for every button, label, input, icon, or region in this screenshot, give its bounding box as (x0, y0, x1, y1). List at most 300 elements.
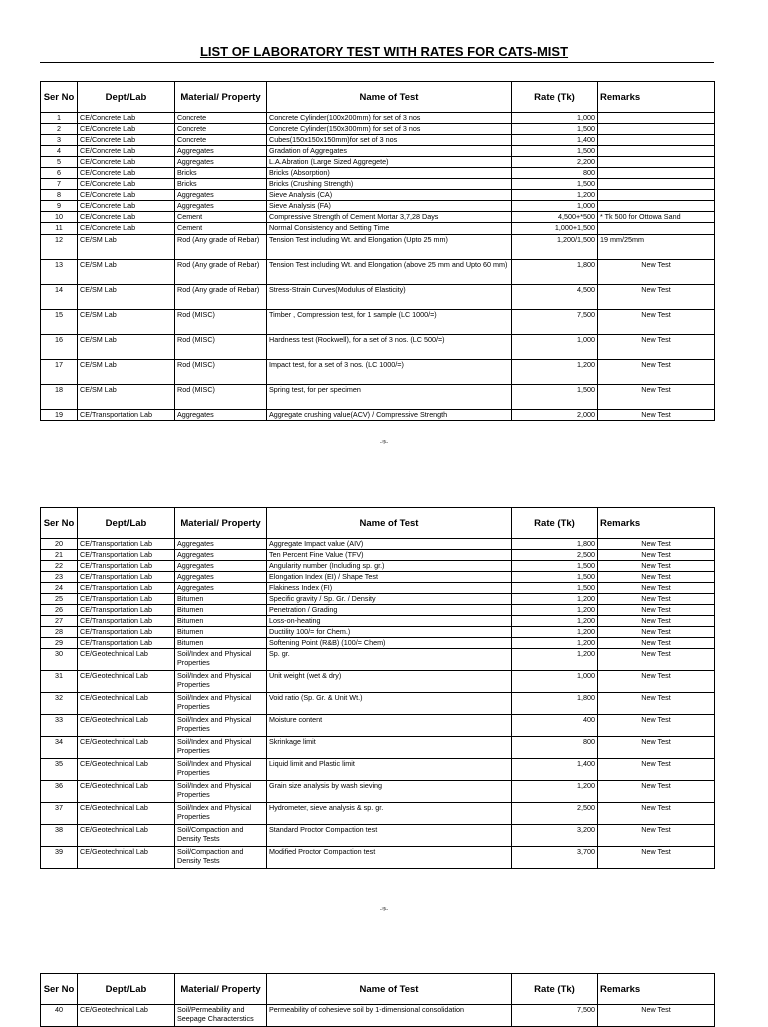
cell-rate: 1,500 (512, 572, 598, 583)
cell-test-name: Hardness test (Rockwell), for a set of 3 nos. (LC 500/=) (267, 335, 512, 360)
cell-ser-no: 25 (41, 594, 78, 605)
table-row (41, 212, 715, 223)
cell-dept-lab: CE/Transportation Lab (78, 550, 175, 561)
cell-ser-no: 31 (41, 671, 78, 693)
cell-rate: 1,500 (512, 385, 598, 410)
table-row (41, 737, 715, 759)
cell-ser-no: 8 (41, 190, 78, 201)
header-test-name: Name of Test (267, 974, 512, 1005)
cell-remarks: New Test (598, 627, 715, 638)
header-ser-no: Ser No (41, 508, 78, 539)
cell-material: Cement (175, 212, 267, 223)
cell-remarks: New Test (598, 583, 715, 594)
cell-remarks (598, 168, 715, 179)
cell-test-name: Timber , Compression test, for 1 sample (LC 1000/=) (267, 310, 512, 335)
cell-material: Aggregates (175, 572, 267, 583)
header-test-name: Name of Test (267, 508, 512, 539)
table-row (41, 260, 715, 285)
table-row (41, 179, 715, 190)
cell-material: Concrete (175, 113, 267, 124)
cell-material: Rod (MISC) (175, 335, 267, 360)
table-row (41, 235, 715, 260)
cell-test-name: Grain size analysis by wash sieving (267, 781, 512, 803)
table-row (41, 693, 715, 715)
cell-material: Soil/Index and Physical Properties (175, 781, 267, 803)
cell-remarks: New Test (598, 825, 715, 847)
cell-rate: 1,200/1,500 (512, 235, 598, 260)
cell-remarks: New Test (598, 693, 715, 715)
cell-dept-lab: CE/Concrete Lab (78, 124, 175, 135)
page-separator: -ক- (379, 907, 389, 913)
cell-remarks (598, 223, 715, 235)
header-material: Material/ Property (175, 508, 267, 539)
cell-test-name: Tension Test including Wt. and Elongation (above 25 mm and Upto 60 mm) (267, 260, 512, 285)
table-row (41, 223, 715, 235)
cell-material: Bricks (175, 168, 267, 179)
cell-dept-lab: CE/Transportation Lab (78, 539, 175, 550)
cell-material: Rod (MISC) (175, 310, 267, 335)
cell-remarks (598, 201, 715, 212)
cell-material: Concrete (175, 135, 267, 146)
cell-ser-no: 21 (41, 550, 78, 561)
cell-remarks (598, 157, 715, 168)
cell-remarks: New Test (598, 616, 715, 627)
cell-dept-lab: CE/Concrete Lab (78, 168, 175, 179)
table-row (41, 781, 715, 803)
table-row (41, 715, 715, 737)
cell-remarks: New Test (598, 410, 715, 421)
cell-test-name: Permeability of cohesieve soil by 1-dimensional consolidation (267, 1005, 512, 1027)
cell-dept-lab: CE/Geotechnical Lab (78, 825, 175, 847)
cell-dept-lab: CE/Concrete Lab (78, 179, 175, 190)
cell-remarks (598, 146, 715, 157)
header-dept-lab: Dept/Lab (78, 974, 175, 1005)
header-ser-no: Ser No (41, 82, 78, 113)
cell-rate: 7,500 (512, 310, 598, 335)
cell-test-name: Concrete Cylinder(100x200mm) for set of 3 nos (267, 113, 512, 124)
cell-dept-lab: CE/Transportation Lab (78, 594, 175, 605)
cell-test-name: Penetration / Grading (267, 605, 512, 616)
table-row (41, 539, 715, 550)
cell-dept-lab: CE/Geotechnical Lab (78, 781, 175, 803)
cell-rate: 3,200 (512, 825, 598, 847)
cell-rate: 1,200 (512, 638, 598, 649)
header-material: Material/ Property (175, 974, 267, 1005)
cell-material: Rod (MISC) (175, 360, 267, 385)
rates-table-2 (40, 507, 715, 869)
cell-test-name: Aggregate Impact value (AIV) (267, 539, 512, 550)
cell-ser-no: 33 (41, 715, 78, 737)
cell-dept-lab: CE/Transportation Lab (78, 410, 175, 421)
cell-rate: 1,200 (512, 616, 598, 627)
cell-rate: 1,200 (512, 594, 598, 605)
cell-material: Bitumen (175, 594, 267, 605)
cell-dept-lab: CE/SM Lab (78, 385, 175, 410)
cell-material: Rod (MISC) (175, 385, 267, 410)
rates-table-1 (40, 81, 715, 421)
cell-material: Rod (Any grade of Rebar) (175, 285, 267, 310)
cell-test-name: Elongation Index (EI) / Shape Test (267, 572, 512, 583)
cell-ser-no: 16 (41, 335, 78, 360)
cell-rate: 1,200 (512, 360, 598, 385)
cell-ser-no: 35 (41, 759, 78, 781)
cell-test-name: L.A.Abration (Large Sized Aggregete) (267, 157, 512, 168)
cell-rate: 1,200 (512, 190, 598, 201)
rates-table-3 (40, 973, 715, 1027)
cell-ser-no: 22 (41, 561, 78, 572)
cell-remarks (598, 113, 715, 124)
cell-ser-no: 17 (41, 360, 78, 385)
cell-test-name: Bricks (Crushing Strength) (267, 179, 512, 190)
table-row (41, 146, 715, 157)
cell-material: Aggregates (175, 146, 267, 157)
cell-dept-lab: CE/Transportation Lab (78, 583, 175, 594)
cell-ser-no: 30 (41, 649, 78, 671)
cell-ser-no: 39 (41, 847, 78, 869)
header-remarks: Remarks (598, 82, 715, 113)
cell-test-name: Tension Test including Wt. and Elongation (Upto 25 mm) (267, 235, 512, 260)
cell-material: Soil/Index and Physical Properties (175, 759, 267, 781)
table-row (41, 310, 715, 335)
table-row (41, 583, 715, 594)
cell-ser-no: 36 (41, 781, 78, 803)
cell-test-name: Flakiness Index (FI) (267, 583, 512, 594)
cell-dept-lab: CE/Geotechnical Lab (78, 649, 175, 671)
cell-dept-lab: CE/SM Lab (78, 360, 175, 385)
cell-ser-no: 6 (41, 168, 78, 179)
cell-test-name: Standard Proctor Compaction test (267, 825, 512, 847)
cell-material: Soil/Index and Physical Properties (175, 671, 267, 693)
cell-dept-lab: CE/Transportation Lab (78, 605, 175, 616)
cell-dept-lab: CE/Concrete Lab (78, 135, 175, 146)
cell-material: Aggregates (175, 583, 267, 594)
cell-ser-no: 19 (41, 410, 78, 421)
table-row (41, 638, 715, 649)
cell-remarks: New Test (598, 649, 715, 671)
cell-ser-no: 40 (41, 1005, 78, 1027)
cell-test-name: Specific gravity / Sp. Gr. / Density (267, 594, 512, 605)
table-row (41, 190, 715, 201)
table-row (41, 124, 715, 135)
cell-test-name: Concrete Cylinder(150x300mm) for set of 3 nos (267, 124, 512, 135)
cell-remarks: New Test (598, 285, 715, 310)
cell-remarks: New Test (598, 759, 715, 781)
table-row (41, 550, 715, 561)
cell-material: Bitumen (175, 605, 267, 616)
table-header-row (41, 508, 715, 539)
cell-remarks: New Test (598, 539, 715, 550)
cell-test-name: Bricks (Absorption) (267, 168, 512, 179)
cell-dept-lab: CE/SM Lab (78, 285, 175, 310)
cell-rate: 2,500 (512, 550, 598, 561)
cell-rate: 1,200 (512, 627, 598, 638)
table-body (41, 1005, 715, 1027)
cell-rate: 1,400 (512, 759, 598, 781)
cell-ser-no: 24 (41, 583, 78, 594)
cell-material: Soil/Index and Physical Properties (175, 803, 267, 825)
cell-dept-lab: CE/Geotechnical Lab (78, 737, 175, 759)
cell-material: Bricks (175, 179, 267, 190)
cell-rate: 1,400 (512, 135, 598, 146)
table-header-row (41, 82, 715, 113)
cell-material: Soil/Compaction and Density Tests (175, 847, 267, 869)
cell-remarks: New Test (598, 550, 715, 561)
table-row (41, 561, 715, 572)
table-row (41, 594, 715, 605)
cell-test-name: Cubes(150x150x150mm)for set of 3 nos (267, 135, 512, 146)
cell-rate: 1,500 (512, 179, 598, 190)
cell-rate: 1,200 (512, 781, 598, 803)
table-row (41, 135, 715, 146)
cell-dept-lab: CE/Transportation Lab (78, 627, 175, 638)
table-row (41, 113, 715, 124)
table-row (41, 847, 715, 869)
cell-ser-no: 27 (41, 616, 78, 627)
cell-ser-no: 23 (41, 572, 78, 583)
cell-material: Aggregates (175, 410, 267, 421)
cell-material: Soil/Index and Physical Properties (175, 649, 267, 671)
cell-ser-no: 2 (41, 124, 78, 135)
cell-material: Aggregates (175, 561, 267, 572)
cell-rate: 1,500 (512, 583, 598, 594)
cell-remarks: New Test (598, 671, 715, 693)
cell-dept-lab: CE/Geotechnical Lab (78, 759, 175, 781)
cell-remarks: New Test (598, 360, 715, 385)
cell-test-name: Aggregate crushing value(ACV) / Compressive Strength (267, 410, 512, 421)
cell-test-name: Modified Proctor Compaction test (267, 847, 512, 869)
title-divider (40, 62, 714, 63)
header-rate: Rate (Tk) (512, 508, 598, 539)
cell-material: Soil/Permeability and Seepage Characterstics (175, 1005, 267, 1027)
table-body (41, 539, 715, 869)
table-body (41, 113, 715, 421)
cell-test-name: Skrinkage limit (267, 737, 512, 759)
table-header-row (41, 974, 715, 1005)
cell-test-name: Angularity number (Including sp. gr.) (267, 561, 512, 572)
cell-rate: 2,200 (512, 157, 598, 168)
cell-dept-lab: CE/Geotechnical Lab (78, 693, 175, 715)
cell-ser-no: 12 (41, 235, 78, 260)
cell-rate: 4,500+*500 (512, 212, 598, 223)
cell-remarks: New Test (598, 605, 715, 616)
cell-remarks: * Tk 500 for Ottowa Sand (598, 212, 715, 223)
header-test-name: Name of Test (267, 82, 512, 113)
cell-ser-no: 7 (41, 179, 78, 190)
cell-test-name: Stress-Strain Curves(Modulus of Elasticity) (267, 285, 512, 310)
cell-material: Aggregates (175, 539, 267, 550)
cell-test-name: Impact test, for a set of 3 nos. (LC 1000/=) (267, 360, 512, 385)
cell-remarks (598, 179, 715, 190)
cell-dept-lab: CE/Geotechnical Lab (78, 671, 175, 693)
cell-rate: 1,800 (512, 693, 598, 715)
page-separator: -ক- (379, 440, 389, 446)
cell-remarks: New Test (598, 385, 715, 410)
table-row (41, 385, 715, 410)
cell-material: Aggregates (175, 157, 267, 168)
header-remarks: Remarks (598, 974, 715, 1005)
cell-test-name: Spring test, for per specimen (267, 385, 512, 410)
cell-rate: 400 (512, 715, 598, 737)
cell-dept-lab: CE/SM Lab (78, 235, 175, 260)
table-row (41, 759, 715, 781)
cell-rate: 1,500 (512, 146, 598, 157)
cell-dept-lab: CE/Transportation Lab (78, 616, 175, 627)
cell-ser-no: 15 (41, 310, 78, 335)
cell-remarks: New Test (598, 847, 715, 869)
cell-test-name: Sieve Analysis (CA) (267, 190, 512, 201)
header-dept-lab: Dept/Lab (78, 508, 175, 539)
cell-material: Bitumen (175, 638, 267, 649)
cell-dept-lab: CE/Concrete Lab (78, 201, 175, 212)
cell-test-name: Softening Point (R&B) (100/= Chem) (267, 638, 512, 649)
table-row (41, 168, 715, 179)
cell-dept-lab: CE/Concrete Lab (78, 190, 175, 201)
cell-ser-no: 38 (41, 825, 78, 847)
header-dept-lab: Dept/Lab (78, 82, 175, 113)
cell-ser-no: 5 (41, 157, 78, 168)
table-row (41, 616, 715, 627)
cell-test-name: Moisture content (267, 715, 512, 737)
table-row (41, 627, 715, 638)
cell-rate: 1,000+1,500 (512, 223, 598, 235)
cell-material: Cement (175, 223, 267, 235)
cell-ser-no: 13 (41, 260, 78, 285)
cell-rate: 1,800 (512, 539, 598, 550)
cell-material: Aggregates (175, 190, 267, 201)
cell-test-name: Liquid limit and Plastic limit (267, 759, 512, 781)
cell-dept-lab: CE/SM Lab (78, 260, 175, 285)
cell-rate: 800 (512, 168, 598, 179)
header-material: Material/ Property (175, 82, 267, 113)
cell-dept-lab: CE/Concrete Lab (78, 223, 175, 235)
cell-rate: 1,800 (512, 260, 598, 285)
cell-material: Soil/Index and Physical Properties (175, 715, 267, 737)
cell-ser-no: 32 (41, 693, 78, 715)
table-row (41, 335, 715, 360)
cell-dept-lab: CE/Concrete Lab (78, 146, 175, 157)
table-row (41, 605, 715, 616)
cell-dept-lab: CE/Concrete Lab (78, 113, 175, 124)
cell-dept-lab: CE/Transportation Lab (78, 572, 175, 583)
cell-material: Soil/Compaction and Density Tests (175, 825, 267, 847)
cell-rate: 1,200 (512, 649, 598, 671)
cell-test-name: Normal Consistency and Setting Time (267, 223, 512, 235)
cell-rate: 1,000 (512, 201, 598, 212)
cell-remarks: New Test (598, 715, 715, 737)
table-row (41, 572, 715, 583)
header-remarks: Remarks (598, 508, 715, 539)
cell-rate: 1,000 (512, 671, 598, 693)
table-row (41, 157, 715, 168)
cell-rate: 2,000 (512, 410, 598, 421)
cell-remarks: New Test (598, 594, 715, 605)
cell-material: Aggregates (175, 550, 267, 561)
cell-rate: 1,200 (512, 605, 598, 616)
cell-test-name: Hydrometer, sieve analysis & sp. gr. (267, 803, 512, 825)
cell-remarks: 19 mm/25mm (598, 235, 715, 260)
cell-rate: 1,500 (512, 561, 598, 572)
cell-test-name: Loss-on-heating (267, 616, 512, 627)
cell-remarks: New Test (598, 561, 715, 572)
cell-ser-no: 3 (41, 135, 78, 146)
cell-ser-no: 1 (41, 113, 78, 124)
cell-remarks: New Test (598, 803, 715, 825)
cell-rate: 800 (512, 737, 598, 759)
cell-material: Rod (Any grade of Rebar) (175, 235, 267, 260)
table-row (41, 803, 715, 825)
cell-material: Concrete (175, 124, 267, 135)
table-row (41, 649, 715, 671)
cell-test-name: Gradation of Aggregates (267, 146, 512, 157)
page-title: LIST OF LABORATORY TEST WITH RATES FOR CATS-MIST (199, 44, 569, 59)
cell-ser-no: 26 (41, 605, 78, 616)
cell-remarks: New Test (598, 310, 715, 335)
cell-remarks: New Test (598, 737, 715, 759)
table-row (41, 825, 715, 847)
table-row (41, 360, 715, 385)
cell-rate: 1,500 (512, 124, 598, 135)
cell-remarks (598, 135, 715, 146)
cell-ser-no: 29 (41, 638, 78, 649)
cell-ser-no: 37 (41, 803, 78, 825)
cell-material: Soil/Index and Physical Properties (175, 693, 267, 715)
cell-dept-lab: CE/Transportation Lab (78, 561, 175, 572)
cell-remarks: New Test (598, 572, 715, 583)
cell-rate: 4,500 (512, 285, 598, 310)
cell-dept-lab: CE/SM Lab (78, 335, 175, 360)
cell-material: Aggregates (175, 201, 267, 212)
header-rate: Rate (Tk) (512, 974, 598, 1005)
cell-remarks: New Test (598, 335, 715, 360)
cell-ser-no: 14 (41, 285, 78, 310)
header-ser-no: Ser No (41, 974, 78, 1005)
cell-dept-lab: CE/Geotechnical Lab (78, 847, 175, 869)
table-row (41, 1005, 715, 1027)
cell-remarks: New Test (598, 260, 715, 285)
cell-remarks: New Test (598, 638, 715, 649)
cell-dept-lab: CE/SM Lab (78, 310, 175, 335)
cell-ser-no: 11 (41, 223, 78, 235)
cell-dept-lab: CE/Transportation Lab (78, 638, 175, 649)
cell-remarks: New Test (598, 1005, 715, 1027)
cell-ser-no: 34 (41, 737, 78, 759)
cell-test-name: Sieve Analysis (FA) (267, 201, 512, 212)
cell-dept-lab: CE/Concrete Lab (78, 157, 175, 168)
cell-dept-lab: CE/Geotechnical Lab (78, 1005, 175, 1027)
cell-material: Soil/Index and Physical Properties (175, 737, 267, 759)
cell-remarks: New Test (598, 781, 715, 803)
table-row (41, 201, 715, 212)
table-row (41, 285, 715, 310)
cell-rate: 1,000 (512, 113, 598, 124)
cell-test-name: Ductility 100/= for Chem.) (267, 627, 512, 638)
cell-dept-lab: CE/Geotechnical Lab (78, 803, 175, 825)
cell-ser-no: 4 (41, 146, 78, 157)
cell-test-name: Compressive Strength of Cement Mortar 3,7,28 Days (267, 212, 512, 223)
cell-ser-no: 18 (41, 385, 78, 410)
header-rate: Rate (Tk) (512, 82, 598, 113)
cell-dept-lab: CE/Geotechnical Lab (78, 715, 175, 737)
cell-rate: 1,000 (512, 335, 598, 360)
cell-material: Bitumen (175, 627, 267, 638)
cell-rate: 3,700 (512, 847, 598, 869)
cell-dept-lab: CE/Concrete Lab (78, 212, 175, 223)
cell-ser-no: 10 (41, 212, 78, 223)
cell-ser-no: 28 (41, 627, 78, 638)
cell-test-name: Unit weight (wet & dry) (267, 671, 512, 693)
cell-test-name: Ten Percent Fine Value (TFV) (267, 550, 512, 561)
cell-remarks (598, 190, 715, 201)
